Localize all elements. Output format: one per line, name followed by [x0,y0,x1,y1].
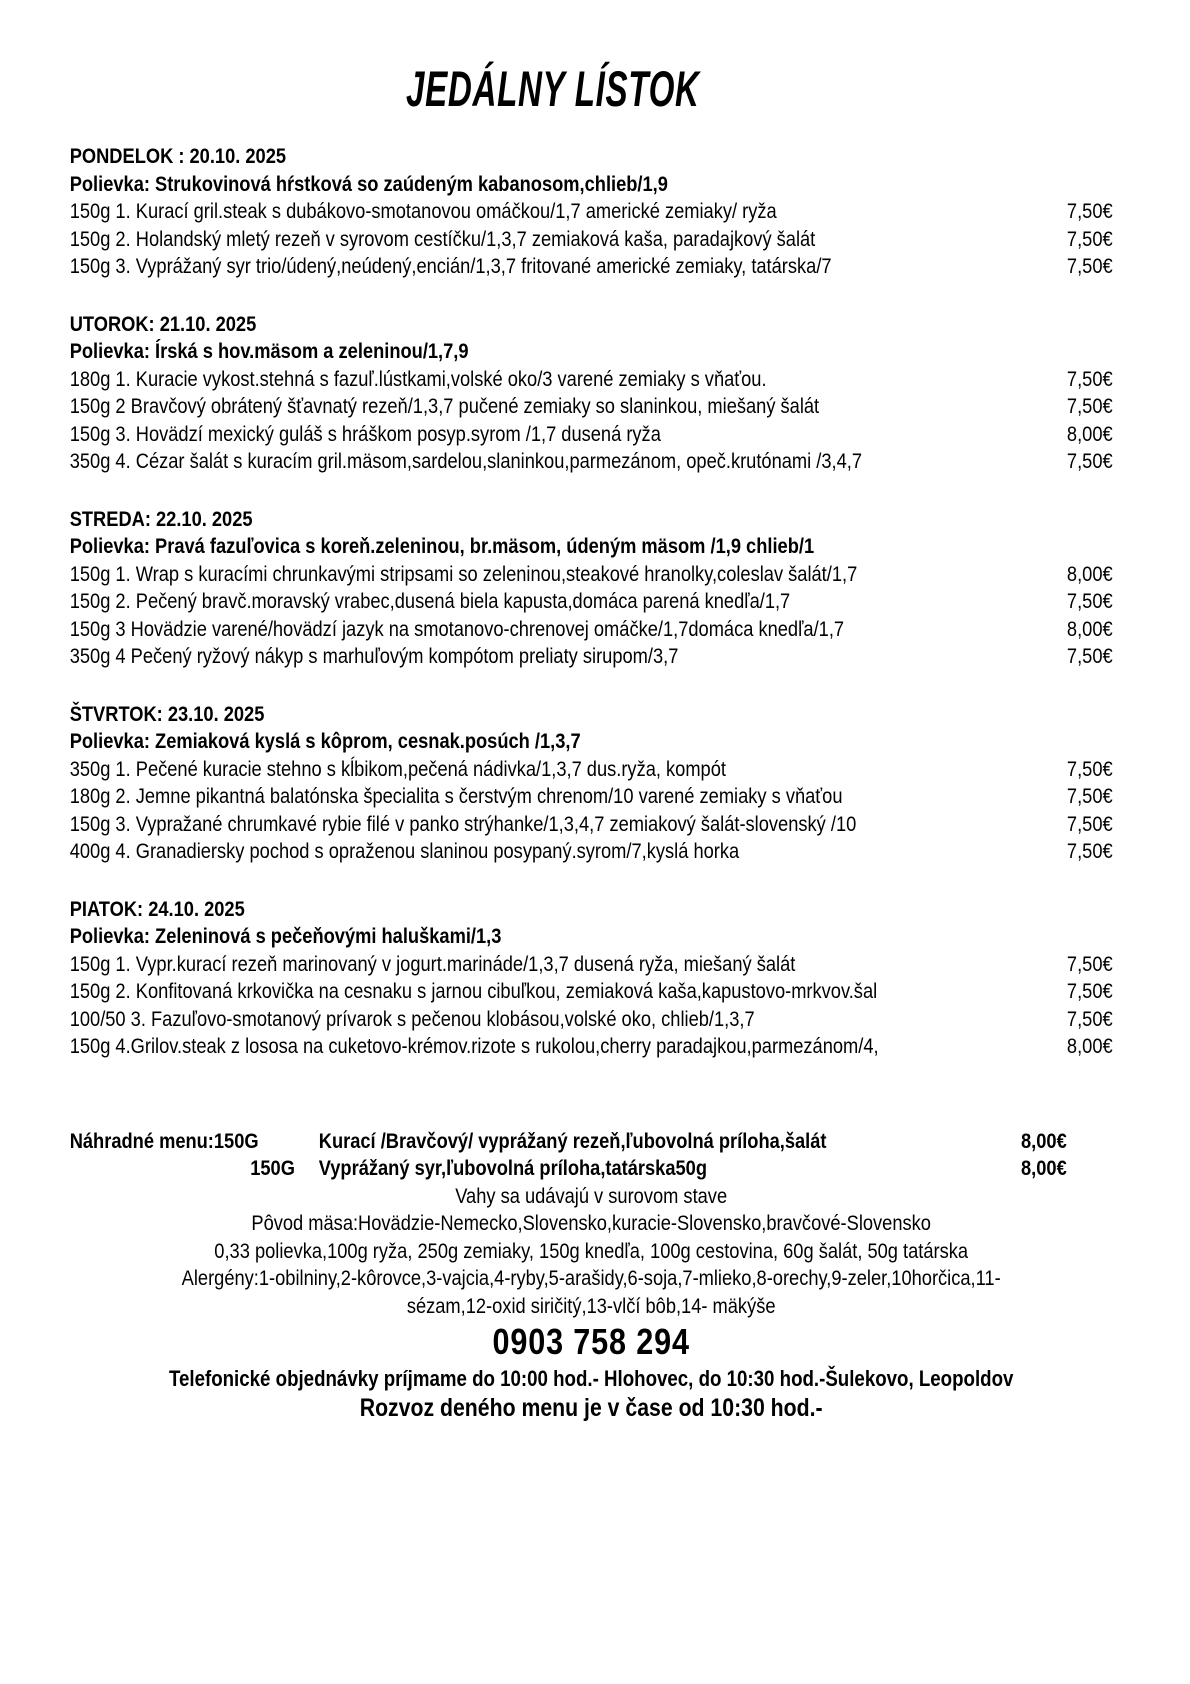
day-heading: ŠTVRTOK: 23.10. 2025 [69,701,265,726]
menu-item-row [70,226,1113,254]
substitute-menu-price: 8,00€ [1021,1128,1067,1153]
menu-item-row [70,198,1113,226]
menu-item-price: 7,50€ [1066,644,1113,668]
menu-item-price: 7,50€ [1066,589,1113,613]
menu-item-row [70,1033,1113,1061]
substitute-menu-section [70,1128,1113,1183]
menu-item-text: 150g 3. Hovädzí mexický guláš s hráškom posyp.syrom /1,7 dusená ryža [69,421,661,446]
menu-item-row [70,366,1113,394]
substitute-menu-label: 150G [250,1156,295,1180]
phone-orders-note: Telefonické objednávky príjmame do 10:00 hod.- Hlohovec, do 10:30 hod.-Šulekovo, Leopoldov [168,1366,1014,1391]
substitute-menu-text: Vyprážaný syr,ľubovolná príloha,tatárska50g [318,1156,708,1180]
day-heading: PIATOK: 24.10. 2025 [69,896,245,921]
menu-item-price: 7,50€ [1066,254,1113,278]
notes-section [70,1183,1113,1321]
menu-item-row [70,643,1113,671]
menu-item-price: 7,50€ [1066,784,1113,808]
menu-content [0,60,1190,1423]
soup-line: Polievka: Írská s hov.mäsom a zeleninou/1,7,9 [69,339,469,363]
menu-item-text: 150g 3. Vyprážaný syr trio/údený,neúdený,encián/1,3,7 fritované americké zemiaky, tatárska/7 [69,254,832,278]
substitute-menu-text: Kurací /Bravčový/ vyprážaný rezeň,ľubovolná príloha,šalát [318,1128,827,1153]
menu-item-text: 150g 4.Grilov.steak z lososa na cuketovo-krémov.rizote s rukolou,cherry paradajkou,parmezánom/4, [69,1034,879,1058]
substitute-menu-row [70,1128,1113,1156]
menu-item-row [70,811,1113,839]
menu-item-text: 150g 3 Hovädzie varené/hovädzí jazyk na smotanovo-chrenovej omáčke/1,7domáca knedľa/1,7 [69,616,845,641]
menu-item-price: 7,50€ [1066,449,1113,473]
menu-item-text: 150g 1. Wrap s kuracími chrunkavými stripsami so zeleninou,steakové hranolky,coleslav šalát/1,7 [69,561,858,586]
menu-item-text: 180g 2. Jemne pikantná balatónska špecialita s čerstvým chrenom/10 varené zemiaky s vňaťou [69,784,843,808]
allergens-note-line-1: Alergény:1-obilniny,2-kôrovce,3-vajcia,4-ryby,5-arašidy,6-soja,7-mlieko,8-orechy,9-zeler,10horčica,11- [181,1266,1001,1290]
menu-item-text: 150g 2. Holandský mletý rezeň v syrovom cestíčku/1,3,7 zemiaková kaša, paradajkový šalát [69,226,816,251]
soup-line: Polievka: Zemiaková kyslá s kôprom, cesnak.posúch /1,3,7 [69,729,581,753]
menu-item-text: 350g 1. Pečené kuracie stehno s kĺbikom,pečená nádivka/1,3,7 dus.ryža, kompót [69,756,726,781]
menu-item-price: 7,50€ [1066,979,1113,1003]
menu-item-price: 8,00€ [1066,1034,1113,1058]
day-section-thursday [70,701,1113,866]
menu-item-row [70,756,1113,784]
soup-line: Polievka: Pravá fazuľovica s koreň.zeleninou, br.mäsom, údeným mäsom /1,9 chlieb/1 [69,534,815,558]
menu-item-text: 150g 1. Vypr.kurací rezeň marinovaný v jogurt.marináde/1,3,7 dusená ryža, miešaný šalát [69,951,796,976]
menu-item-price: 7,50€ [1066,226,1113,251]
menu-item-text: 150g 1. Kurací gril.steak s dubákovo-smotanovou omáčkou/1,7 americké zemiaky/ ryža [69,199,777,223]
menu-item-text: 100/50 3. Fazuľovo-smotanový prívarok s pečenou klobásou,volské oko, chlieb/1,3,7 [69,1006,755,1031]
menu-item-price: 7,50€ [1066,199,1113,223]
menu-item-row [70,951,1113,979]
menu-item-price: 7,50€ [1066,811,1113,836]
menu-item-text: 150g 2. Konfitovaná krkovička na cesnaku s jarnou cibuľkou, zemiaková kaša,kapustovo-mrkvov.šal [69,979,878,1003]
menu-item-price: 8,00€ [1066,616,1113,641]
menu-item-price: 7,50€ [1066,839,1113,863]
meat-origin-note: Pôvod mäsa:Hovädzie-Nemecko,Slovensko,kuracie-Slovensko,bravčové-Slovensko [251,1211,931,1235]
menu-item-row [70,588,1113,616]
menu-item-text: 350g 4 Pečený ryžový nákyp s marhuľovým kompótom preliaty sirupom/3,7 [69,644,679,668]
menu-item-price: 7,50€ [1066,1006,1113,1031]
substitute-menu-label: Náhradné menu:150G [69,1128,259,1153]
menu-item-row [70,561,1113,589]
menu-item-price: 8,00€ [1066,561,1113,586]
menu-item-row [70,783,1113,811]
menu-item-price: 7,50€ [1066,951,1113,976]
delivery-time-note: Rozvoz deného menu je v čase od 10:30 hod.- [359,1393,823,1422]
menu-item-row [70,1006,1113,1034]
day-section-friday [70,896,1113,1061]
substitute-menu-price: 8,00€ [1021,1156,1067,1180]
menu-item-row [70,421,1113,449]
soup-line: Polievka: Zeleninová s pečeňovými haluškami/1,3 [69,924,502,948]
menu-item-text: 180g 1. Kuracie vykost.stehná s fazuľ.lústkami,volské oko/3 varené zemiaky s vňaťou. [69,366,767,391]
menu-item-row [70,253,1113,281]
day-heading: UTOROK: 21.10. 2025 [69,311,257,336]
menu-title-row [31,60,1074,131]
menu-item-row [70,838,1113,866]
allergens-note-line-2: sézam,12-oxid siričitý,13-vlčí bôb,14- mäkýše [406,1293,776,1318]
portion-weights-note: 0,33 polievka,100g ryža, 250g zemiaky, 150g knedľa, 100g cestovina, 60g šalát, 50g tatárska [214,1238,969,1263]
day-section-tuesday [70,311,1113,476]
menu-title: JEDÁLNY LÍSTOK [406,61,700,117]
menu-item-price: 8,00€ [1066,421,1113,446]
menu-item-row [70,616,1113,644]
day-heading: PONDELOK : 20.10. 2025 [69,144,287,168]
raw-weight-note: Vahy sa udávajú v surovom stave [455,1183,728,1208]
menu-item-price: 7,50€ [1066,366,1113,391]
menu-item-row [70,393,1113,421]
menu-item-row [70,978,1113,1006]
day-section-monday [70,143,1113,281]
substitute-menu-row [70,1155,1113,1183]
menu-item-text: 400g 4. Granadiersky pochod s opraženou slaninou posypaný.syrom/7,kyslá horka [69,839,740,863]
menu-item-row [70,448,1113,476]
menu-item-text: 350g 4. Cézar šalát s kuracím gril.mäsom,sardelou,slaninkou,parmezánom, opeč.krutónami /3,4,7 [69,449,863,473]
phone-number: 0903 758 294 [492,1321,690,1362]
menu-item-price: 7,50€ [1066,394,1113,418]
soup-line: Polievka: Strukovinová hŕstková so zaúdeným kabanosom,chlieb/1,9 [69,171,668,196]
menu-item-text: 150g 3. Vypražané chrumkavé rybie filé v panko strýhanke/1,3,4,7 zemiakový šalát-slovenský /10 [69,811,857,836]
day-heading: STREDA: 22.10. 2025 [69,506,253,531]
menu-item-text: 150g 2. Pečený bravč.moravský vrabec,dusená biela kapusta,domáca parená knedľa/1,7 [69,589,791,613]
day-section-wednesday [70,506,1113,671]
menu-item-text: 150g 2 Bravčový obrátený šťavnatý rezeň/1,3,7 pučené zemiaky so slaninkou, miešaný šalát [69,394,820,418]
menu-item-price: 7,50€ [1066,756,1113,781]
